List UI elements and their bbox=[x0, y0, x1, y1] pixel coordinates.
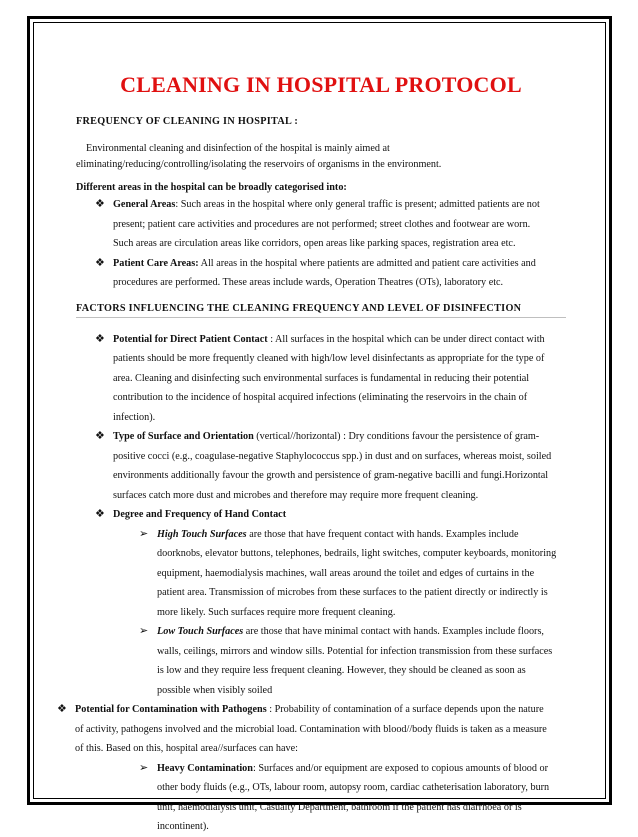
item-text: Such areas are circulation areas like corridors, open areas like parking spaces, registration area etc. bbox=[113, 238, 516, 249]
diamond-bullet-icon: ❖ bbox=[95, 430, 105, 442]
item-text: positive cocci (e.g., coagulase-negative Staphylococcus spp.) in dust and on surfaces, whereas moist, soiled bbox=[113, 450, 552, 462]
arrow-bullet-icon: ➢ bbox=[139, 527, 149, 540]
list-item-general-areas bbox=[95, 195, 581, 254]
item-text: other body fluids (e.g., OTs, labour room, autopsy room, cardiac catheterisation laboratory, burn bbox=[157, 782, 550, 793]
item-label: Type of Surface and Orientation bbox=[113, 431, 254, 442]
factors-heading: FACTORS INFLUENCING THE CLEANING FREQUENCY AND LEVEL OF DISINFECTION bbox=[76, 302, 522, 314]
intro-paragraph bbox=[76, 141, 581, 173]
item-text: All areas in the hospital where patients are admitted and patient care activities and bbox=[198, 257, 536, 269]
item-text: patients should be more frequently cleaned with high/low level disinfectants as appropriate for the type of bbox=[113, 353, 545, 364]
item-text: incontinent). bbox=[157, 821, 209, 832]
list-item-hand-contact bbox=[95, 505, 581, 525]
item-text: of activity, pathogens involved and the microbial load. Contamination with blood//body fluids is taken as a measure bbox=[75, 723, 547, 735]
item-text: is low and they require less frequent cleaning. However, they should be cleaned as soon as bbox=[157, 665, 526, 676]
diamond-bullet-icon: ❖ bbox=[95, 198, 105, 210]
item-text: equipment, haemodialysis machines, wall areas around the toilet and edges of curtains in the bbox=[157, 567, 535, 579]
item-text: of this. Based on this, hospital area//surfaces can have: bbox=[75, 743, 298, 754]
item-label: Heavy Contamination bbox=[157, 762, 253, 774]
item-text: : All surfaces in the hospital which can be under direct contact with bbox=[267, 333, 545, 345]
item-text: patient area. Transmission of microbes from these surfaces to the patient directly or indirectly is bbox=[157, 587, 548, 598]
diamond-bullet-icon: ❖ bbox=[95, 256, 105, 269]
document-title: CLEANING IN HOSPITAL PROTOCOL bbox=[120, 72, 522, 97]
list-item-surface-type bbox=[95, 427, 581, 505]
item-text: present; patient care activities and procedures are not performed; street clothes and footwear are worn. bbox=[113, 218, 531, 230]
item-text: procedures are performed. These areas include wards, Operation Theatres (OTs), laboratory etc. bbox=[113, 277, 504, 288]
item-text: contribution to the incidence of hospital acquired infections (eliminating the reservoirs in the chain of bbox=[113, 392, 528, 403]
intro-line: eliminating/reducing/controlling/isolating the reservoirs of organisms in the environment. bbox=[76, 159, 442, 170]
diamond-bullet-icon: ❖ bbox=[95, 332, 105, 345]
item-text: walls, ceilings, mirrors and window sills. Potential for infection transmission from these surfaces bbox=[157, 645, 553, 657]
item-text: unit, haemodialysis unit, Casualty Department, bathroom if the patient has diarrhoea or is bbox=[157, 801, 522, 813]
item-text: more likely. Such surfaces require more frequent cleaning. bbox=[157, 606, 396, 618]
item-text: area. Cleaning and disinfecting such environmental surfaces is fundamental in reducing their potential bbox=[113, 372, 530, 384]
intro-line: Environmental cleaning and disinfection of the hospital is mainly aimed at bbox=[86, 143, 390, 154]
arrow-bullet-icon: ➢ bbox=[139, 761, 149, 774]
list-item-patient-care-areas bbox=[95, 254, 581, 293]
item-label: Degree and Frequency of Hand Contact bbox=[113, 509, 287, 520]
item-label: Patient Care Areas: bbox=[113, 257, 199, 269]
frequency-heading: FREQUENCY OF CLEANING IN HOSPITAL : bbox=[76, 116, 299, 127]
item-label: Low Touch Surfaces bbox=[157, 626, 244, 637]
item-label: Potential for Contamination with Pathogens bbox=[75, 704, 267, 715]
item-text: environments additionally favour the growth and persistence of gram-negative bacilli and fungi.Horizontal bbox=[113, 470, 549, 481]
diamond-bullet-icon: ❖ bbox=[95, 508, 105, 520]
list-item-contamination bbox=[57, 700, 581, 759]
document-page bbox=[57, 72, 581, 837]
item-text: surfaces catch more dust and microbes and therefore may require more frequent cleaning. bbox=[113, 489, 479, 501]
item-text: are those that have frequent contact with hands. Examples include bbox=[246, 528, 519, 540]
item-text: are those that have minimal contact with hands. Examples include floors, bbox=[243, 626, 544, 637]
list-item-heavy-contamination bbox=[139, 759, 581, 837]
item-text: infection). bbox=[113, 411, 156, 423]
list-item-high-touch bbox=[139, 525, 581, 623]
item-text: (vertical//horizontal) : Dry conditions favour the persistence of gram- bbox=[253, 431, 540, 442]
item-text: : Surfaces and/or equipment are exposed to copious amounts of blood or bbox=[252, 762, 549, 774]
item-text: : Such areas in the hospital where only general traffic is present; admitted patients are not bbox=[175, 199, 540, 210]
item-text: doorknobs, elevator buttons, telephones, bedrails, light switches, computer keyboards, monitoring bbox=[157, 548, 557, 559]
diamond-bullet-icon: ❖ bbox=[57, 703, 67, 715]
section-divider bbox=[76, 317, 566, 318]
list-item-low-touch bbox=[139, 622, 581, 700]
item-label: General Areas bbox=[113, 199, 176, 210]
item-label: High Touch Surfaces bbox=[157, 528, 247, 540]
item-text: possible when visibly soiled bbox=[157, 684, 273, 696]
item-label: Potential for Direct Patient Contact bbox=[113, 333, 268, 345]
arrow-bullet-icon: ➢ bbox=[139, 625, 149, 637]
areas-heading: Different areas in the hospital can be broadly categorised into: bbox=[76, 182, 347, 193]
list-item-direct-contact bbox=[95, 330, 581, 428]
item-text: : Probability of contamination of a surface depends upon the nature bbox=[266, 704, 544, 715]
